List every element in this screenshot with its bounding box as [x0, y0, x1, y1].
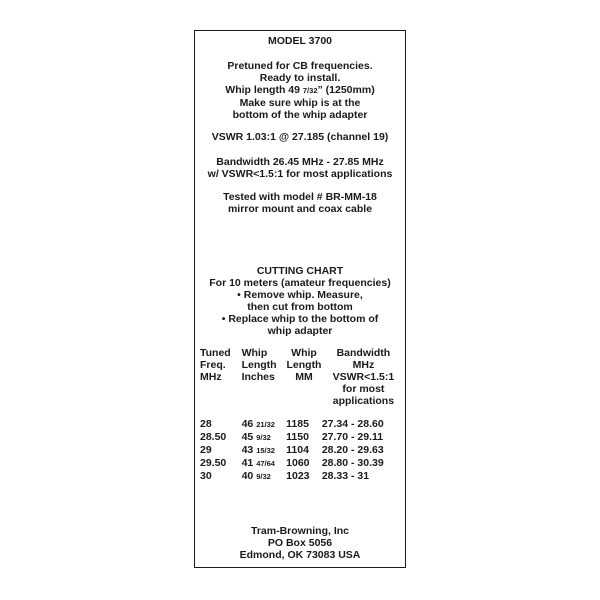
bandwidth-paragraph [195, 156, 405, 180]
bandwidth-line: w/ VSWR<1.5:1 for most applications [207, 168, 393, 180]
mm-cell: 1104 [286, 444, 309, 456]
instruction-line: whip adapter [267, 325, 333, 337]
cutting-chart-table-body [195, 418, 405, 483]
inches-cell: 46 21/32 [241, 418, 275, 430]
bandwidth-cell: 27.34 - 28.60 [321, 418, 384, 430]
table-row [200, 444, 405, 457]
manufacturer-name: Tram-Browning, Inc [250, 525, 349, 537]
freq-cell: 29.50 [200, 457, 227, 469]
cutting-chart-table-header [195, 347, 405, 407]
cutting-chart-section [195, 265, 405, 337]
intro-paragraph [195, 60, 405, 121]
cutting-chart-title: CUTTING CHART [256, 265, 344, 277]
freq-cell: 30 [200, 470, 212, 482]
header-col-tuned-freq: Tuned Freq. MHz [200, 347, 231, 383]
intro-line: Ready to install. [259, 72, 341, 84]
instruction-line: then cut from bottom [247, 301, 353, 313]
vswr-line: VSWR 1.03:1 @ 27.185 (channel 19) [211, 131, 389, 143]
model-title: MODEL 3700 [268, 35, 332, 47]
inches-cell: 41 47/64 [241, 457, 275, 469]
whip-length-pre: Whip length 49 [225, 84, 303, 96]
whip-length-post: ” (1250mm) [317, 84, 375, 96]
bandwidth-cell: 28.80 - 30.39 [321, 457, 384, 469]
instruction-line: • Remove whip. Measure, [237, 289, 363, 301]
header-col-bandwidth: Bandwidth MHz VSWR<1.5:1 for most applications [332, 347, 395, 407]
product-label [194, 30, 406, 568]
mm-cell: 1060 [286, 457, 310, 469]
inches-cell: 45 9/32 [241, 431, 271, 443]
bandwidth-line: Bandwidth 26.45 MHz - 27.85 MHz [216, 156, 384, 168]
intro-line: Pretuned for CB frequencies. [227, 60, 373, 72]
inches-cell: 40 9/32 [241, 470, 271, 482]
mm-cell: 1185 [286, 418, 309, 430]
table-row [200, 457, 405, 470]
whip-length-fraction: 7/32 [302, 86, 318, 95]
bandwidth-cell: 28.20 - 29.63 [321, 444, 384, 456]
inches-fraction: 47/64 [256, 459, 275, 468]
freq-cell: 28 [200, 418, 212, 430]
city-state-line: Edmond, OK 73083 USA [239, 549, 361, 561]
intro-line: bottom of the whip adapter [232, 109, 368, 121]
tested-line: Tested with model # BR-MM-18 [223, 191, 377, 203]
table-row [200, 470, 405, 483]
inches-fraction: 15/32 [256, 446, 275, 455]
bandwidth-cell: 28.33 - 31 [321, 470, 370, 482]
header-col-whip-mm: Whip Length MM [286, 347, 322, 383]
inches-cell: 43 15/32 [241, 444, 275, 456]
po-box-line: PO Box 5056 [267, 537, 333, 549]
manufacturer-address [195, 525, 405, 561]
header-col-whip-inches: Whip Length Inches [241, 347, 277, 383]
freq-cell: 29 [200, 444, 212, 456]
mm-cell: 1023 [286, 470, 310, 482]
mm-cell: 1150 [286, 431, 309, 443]
inches-fraction: 9/32 [256, 472, 271, 481]
inches-fraction: 21/32 [256, 420, 275, 429]
intro-line: Make sure whip is at the [239, 97, 361, 109]
inches-fraction: 9/32 [256, 433, 271, 442]
tested-line: mirror mount and coax cable [227, 203, 373, 215]
cutting-chart-subtitle: For 10 meters (amateur frequencies) [209, 277, 391, 289]
tested-paragraph [195, 191, 405, 215]
table-row [200, 431, 405, 444]
bandwidth-cell: 27.70 - 29.11 [321, 431, 384, 443]
freq-cell: 28.50 [200, 431, 227, 443]
whip-length-line [195, 84, 405, 97]
instruction-line: • Replace whip to the bottom of [221, 313, 379, 325]
table-row [200, 418, 405, 431]
